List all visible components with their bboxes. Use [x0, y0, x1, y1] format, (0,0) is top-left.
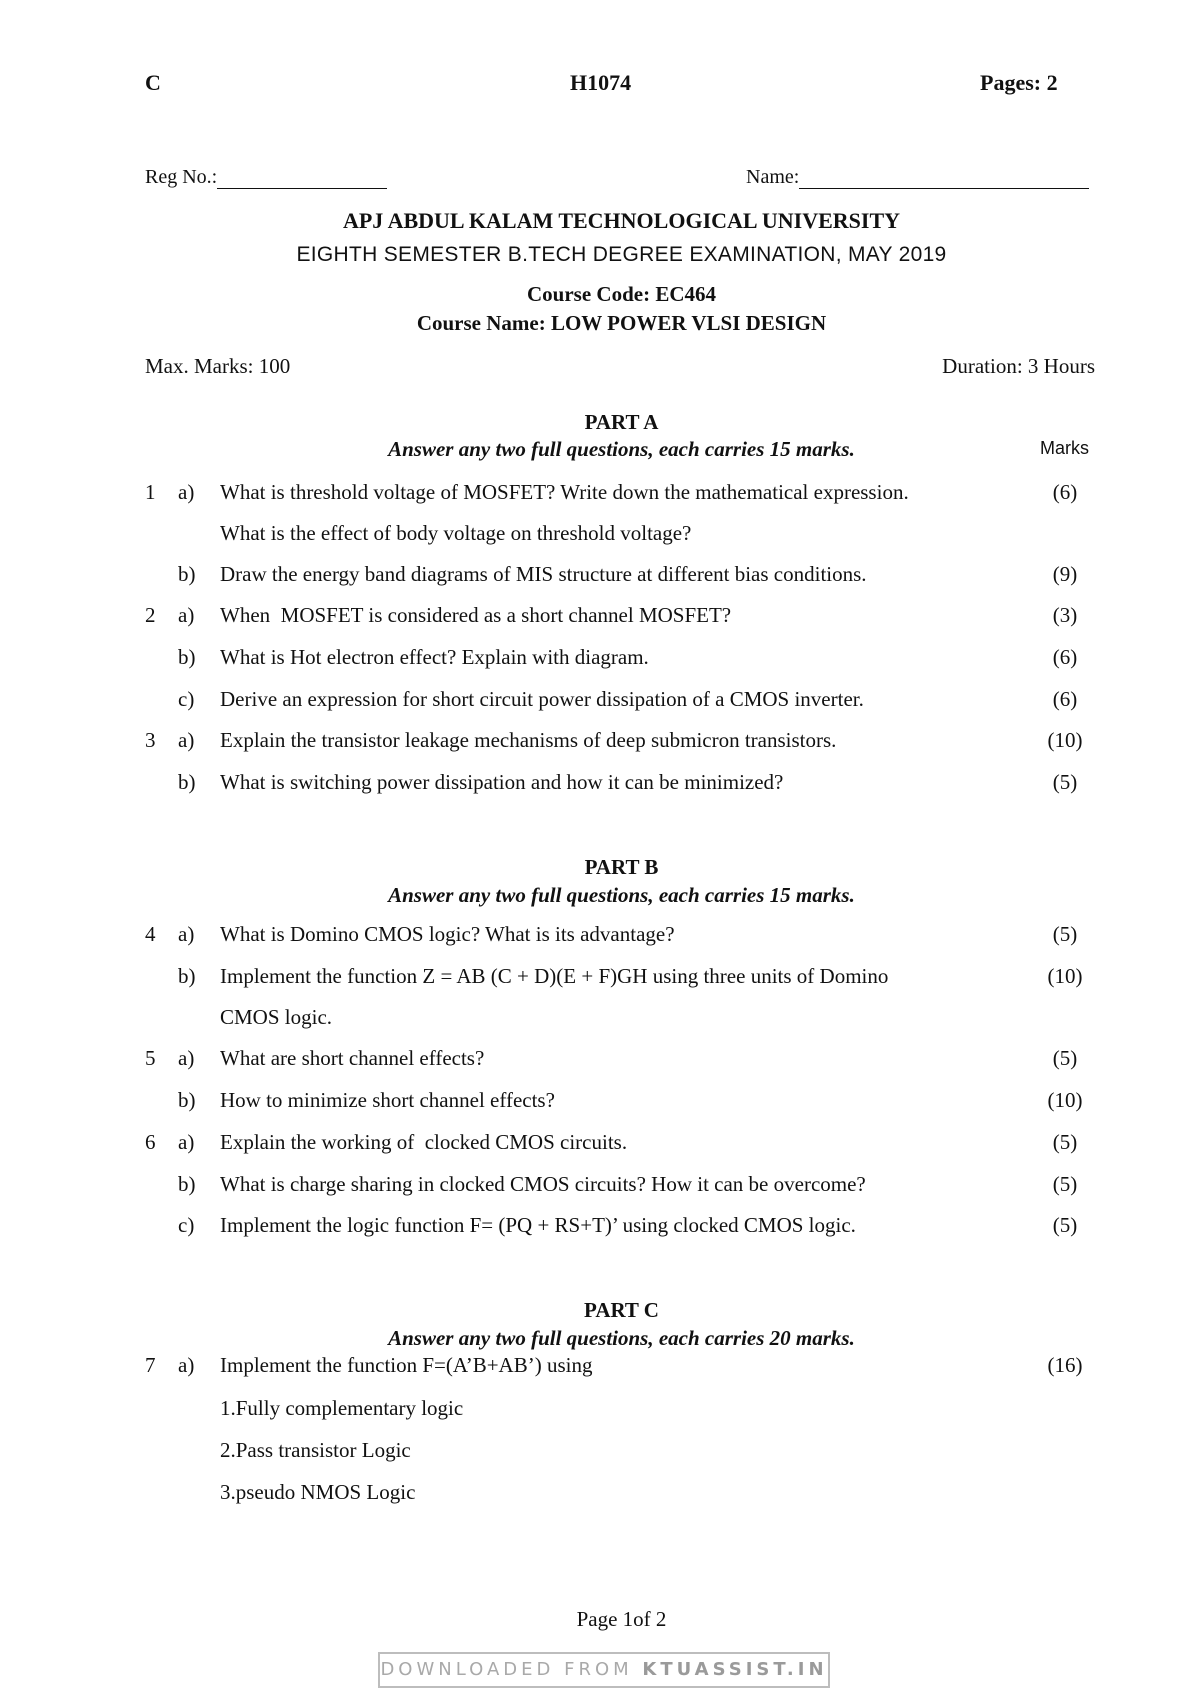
university-name: APJ ABDUL KALAM TECHNOLOGICAL UNIVERSITY	[342, 208, 901, 233]
question-text: Draw the energy band diagrams of MIS structure at different bias conditions.	[220, 562, 867, 586]
question-text: What is switching power dissipation and how it can be minimized?	[220, 770, 784, 794]
watermark-site: KTUASSIST.IN	[642, 1659, 828, 1680]
question-text: Derive an expression for short circuit power dissipation of a CMOS inverter.	[220, 687, 864, 711]
part-c-instruction: Answer any two full questions, each carries 20 marks.	[388, 1326, 855, 1350]
question-marks: (5)	[1052, 922, 1078, 946]
question-marks: (5)	[1052, 1046, 1078, 1070]
question-text: Implement the function Z = AB (C + D)(E + F)GH using three units of Domino	[220, 964, 889, 988]
question-number: 2	[145, 603, 156, 627]
question-text: Implement the function F=(A’B+AB’) using	[220, 1353, 593, 1377]
reg-no-blank	[217, 168, 387, 189]
question-text: Explain the transistor leakage mechanisms of deep submicron transistors.	[220, 728, 837, 752]
question-number: 5	[145, 1046, 156, 1070]
question-marks: (16)	[1047, 1353, 1083, 1377]
question-text: What is Domino CMOS logic? What is its advantage?	[220, 922, 675, 946]
question-number: 4	[145, 922, 156, 946]
part-b-instruction: Answer any two full questions, each carries 15 marks.	[388, 883, 855, 907]
question-part: a)	[178, 480, 195, 504]
question-part: b)	[178, 645, 196, 669]
question-number: 7	[145, 1353, 156, 1377]
question-part: a)	[178, 1046, 195, 1070]
question-text: What is charge sharing in clocked CMOS circuits? How it can be overcome?	[220, 1172, 866, 1196]
question-text: CMOS logic.	[220, 1005, 333, 1029]
question-marks: (6)	[1052, 480, 1078, 504]
marks-column-header: Marks	[1040, 438, 1089, 458]
question-part: a)	[178, 1353, 195, 1377]
paper-code: H1074	[570, 70, 632, 95]
paper-set-letter: C	[145, 70, 161, 95]
question-text: 2.Pass transistor Logic	[220, 1438, 411, 1462]
name-blank	[799, 168, 1089, 189]
question-marks: (5)	[1052, 1213, 1078, 1237]
question-part: c)	[178, 1213, 195, 1237]
question-marks: (10)	[1047, 728, 1083, 752]
question-text: How to minimize short channel effects?	[220, 1088, 555, 1112]
part-c-title: PART C	[584, 1298, 659, 1322]
question-number: 3	[145, 728, 156, 752]
question-part: b)	[178, 1172, 196, 1196]
question-marks: (3)	[1052, 603, 1078, 627]
question-text: When MOSFET is considered as a short channel MOSFET?	[220, 603, 732, 627]
question-marks: (5)	[1052, 1172, 1078, 1196]
question-part: a)	[178, 728, 195, 752]
question-part: a)	[178, 1130, 195, 1154]
page-count: Pages: 2	[980, 70, 1058, 95]
question-marks: (10)	[1047, 964, 1083, 988]
question-part: a)	[178, 922, 195, 946]
question-part: b)	[178, 770, 196, 794]
question-marks: (9)	[1052, 562, 1078, 586]
reg-no-field	[145, 166, 387, 189]
name-label: Name:	[746, 166, 800, 188]
question-marks: (6)	[1052, 687, 1078, 711]
watermark-prefix: DOWNLOADED FROM	[380, 1659, 633, 1680]
question-text: What is the effect of body voltage on threshold voltage?	[220, 521, 692, 545]
question-text: What are short channel effects?	[220, 1046, 485, 1070]
page-number: Page 1of 2	[576, 1607, 667, 1631]
name-field	[746, 166, 1089, 189]
max-marks: Max. Marks: 100	[145, 354, 291, 378]
part-a-title: PART A	[584, 410, 659, 434]
question-text: 1.Fully complementary logic	[220, 1396, 464, 1420]
question-part: b)	[178, 562, 196, 586]
question-number: 6	[145, 1130, 156, 1154]
question-part: c)	[178, 687, 195, 711]
question-text: Explain the working of clocked CMOS circuits.	[220, 1130, 628, 1154]
question-text: 3.pseudo NMOS Logic	[220, 1480, 416, 1504]
question-text: What is threshold voltage of MOSFET? Write down the mathematical expression.	[220, 480, 909, 504]
download-watermark	[378, 1652, 830, 1688]
question-marks: (5)	[1052, 770, 1078, 794]
question-part: b)	[178, 964, 196, 988]
question-number: 1	[145, 480, 156, 504]
reg-no-label: Reg No.:	[145, 166, 218, 188]
exam-title: EIGHTH SEMESTER B.TECH DEGREE EXAMINATION, MAY 2019	[296, 243, 947, 266]
part-a-instruction: Answer any two full questions, each carries 15 marks.	[388, 437, 855, 461]
question-marks: (10)	[1047, 1088, 1083, 1112]
question-marks: (6)	[1052, 645, 1078, 669]
question-text: Implement the logic function F= (PQ + RS+T)’ using clocked CMOS logic.	[220, 1213, 856, 1237]
course-code: Course Code: EC464	[527, 282, 716, 306]
question-marks: (5)	[1052, 1130, 1078, 1154]
part-b-title: PART B	[584, 855, 659, 879]
question-part: a)	[178, 603, 195, 627]
question-text: What is Hot electron effect? Explain with diagram.	[220, 645, 649, 669]
duration: Duration: 3 Hours	[942, 354, 1095, 378]
course-name: Course Name: LOW POWER VLSI DESIGN	[416, 311, 827, 335]
question-part: b)	[178, 1088, 196, 1112]
